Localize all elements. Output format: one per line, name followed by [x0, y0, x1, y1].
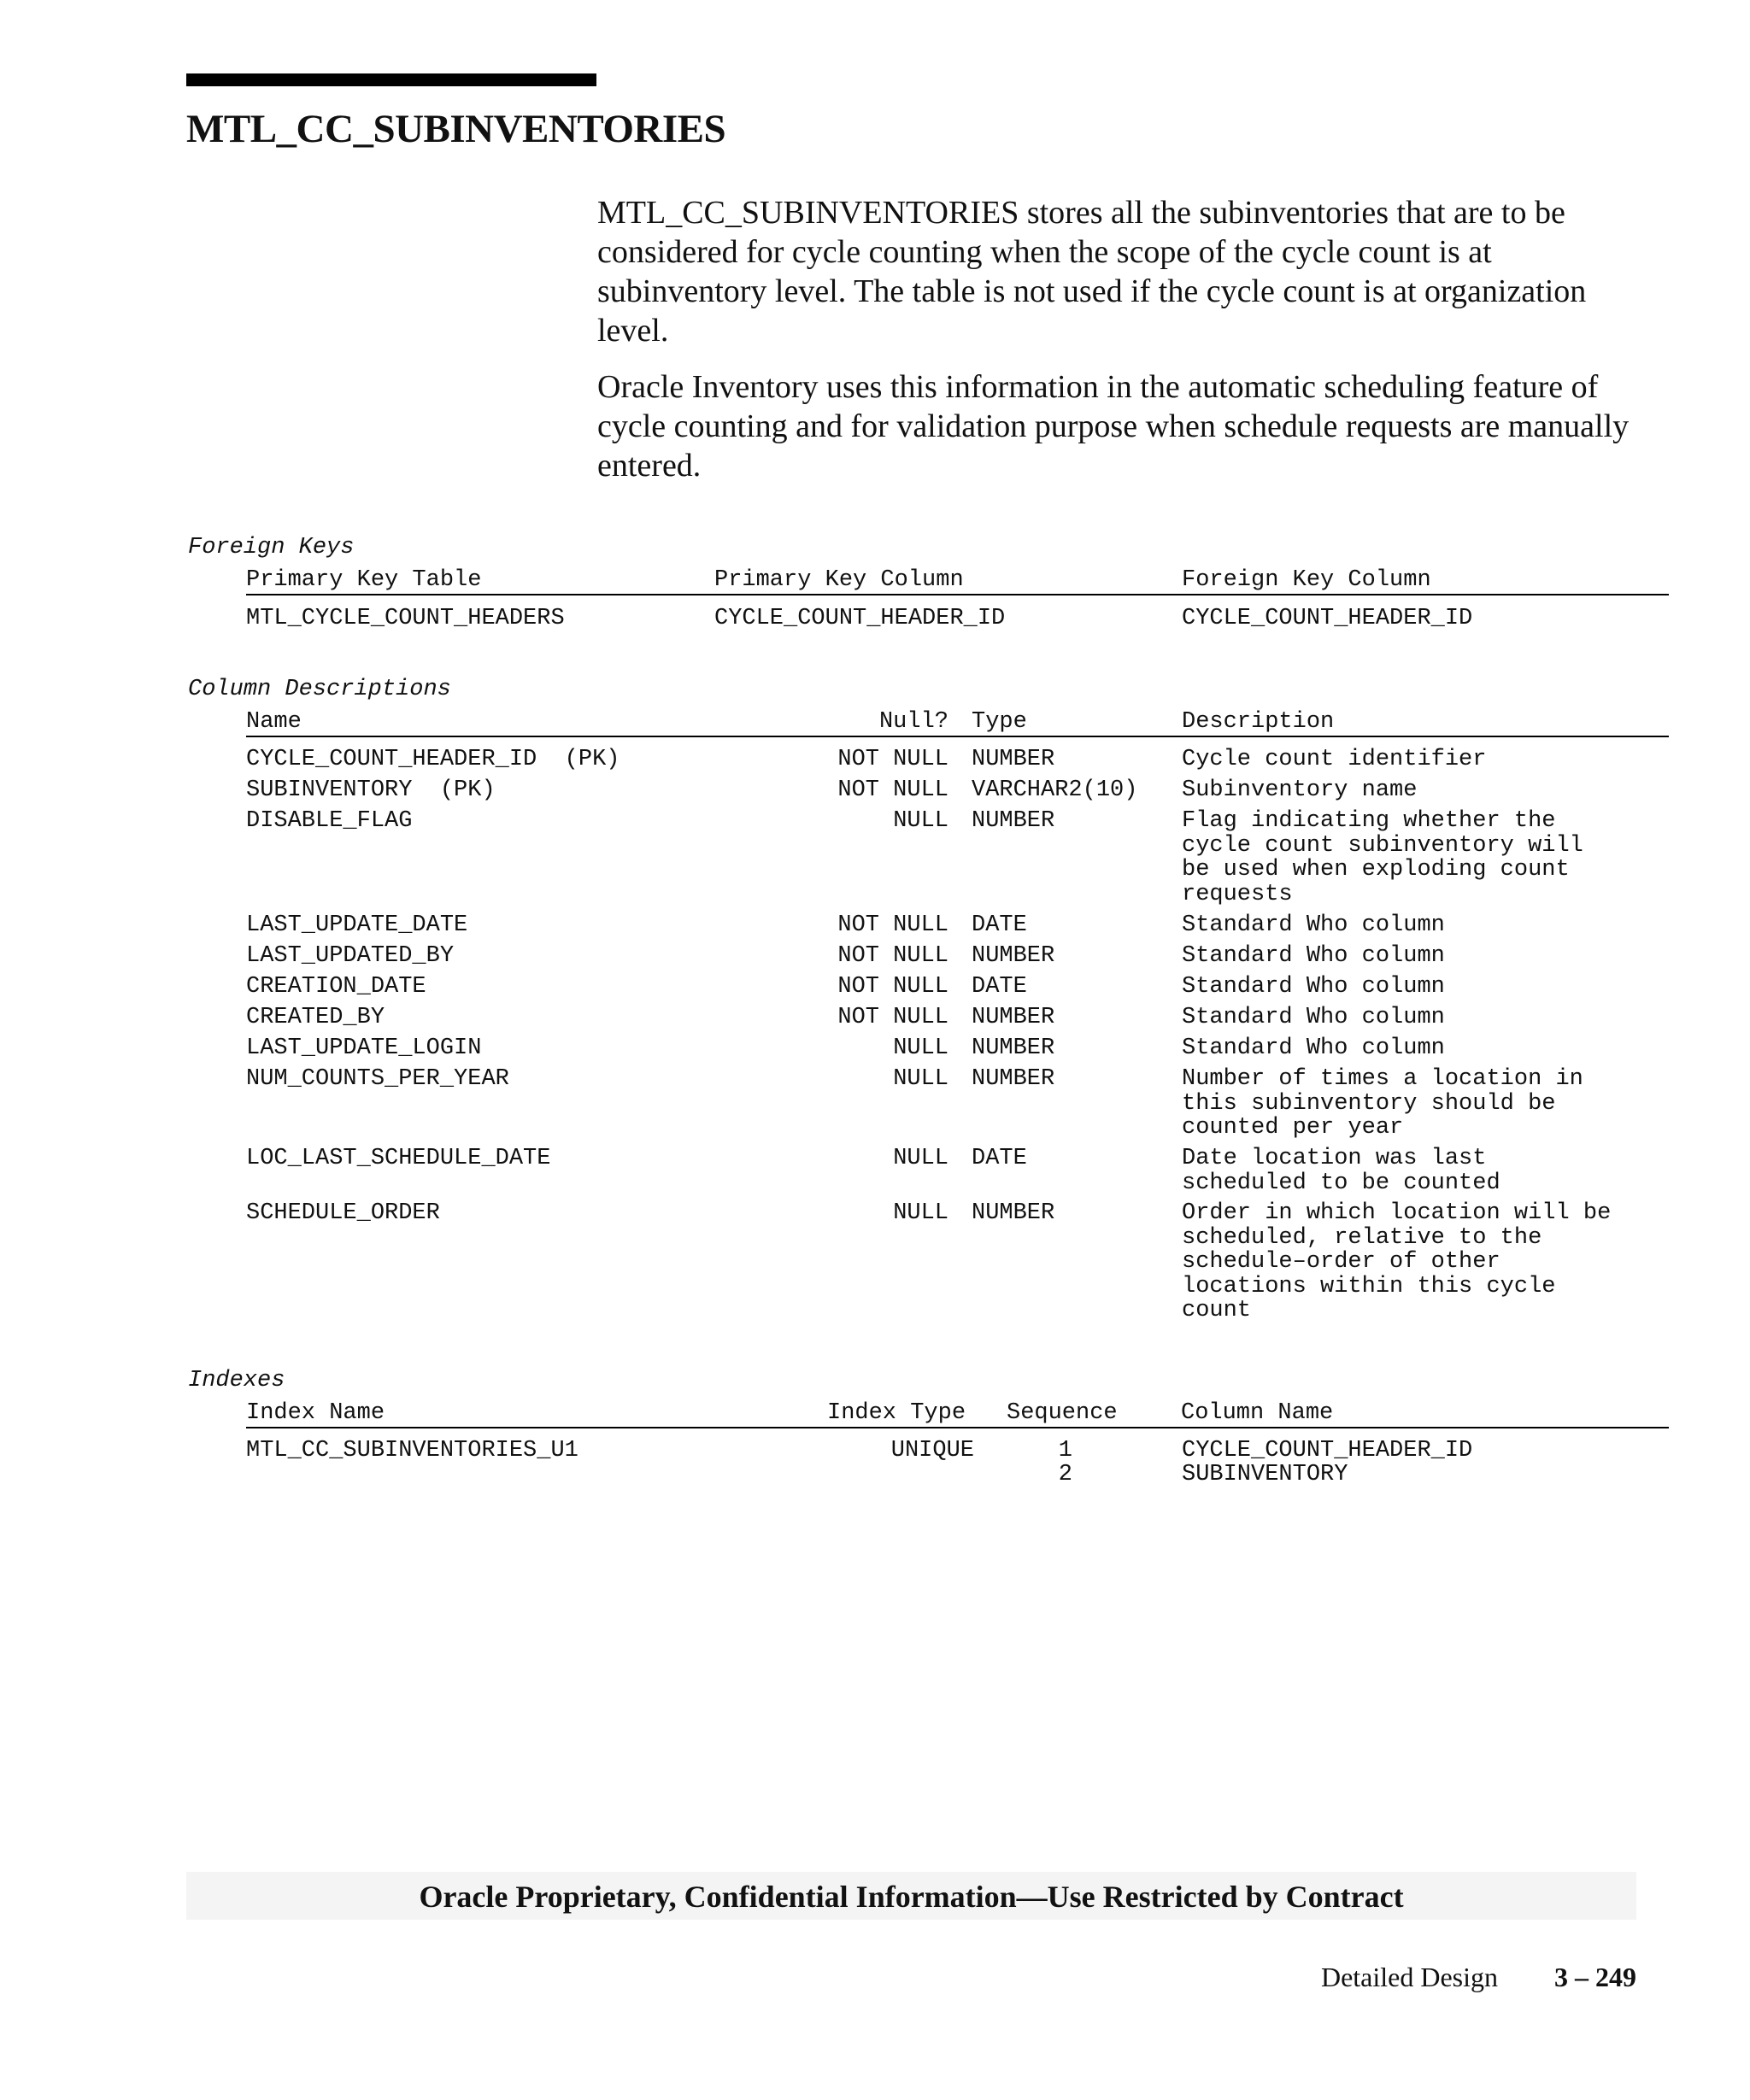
- column-null: NOT NULL: [837, 912, 948, 938]
- column-name: LAST_UPDATED_BY: [246, 943, 455, 969]
- column-name: SUBINVENTORY (PK): [246, 777, 496, 803]
- column-name: LAST_UPDATE_LOGIN: [246, 1035, 482, 1061]
- column-null: NULL: [893, 1146, 948, 1171]
- column-description: Standard Who column: [1182, 943, 1445, 969]
- footer-section-title: Detailed Design: [1320, 1962, 1498, 1992]
- column-name: LAST_UPDATE_DATE: [246, 912, 468, 938]
- column-null: NOT NULL: [837, 1005, 948, 1030]
- idx-header-column-name: Column Name: [1181, 1400, 1334, 1426]
- column-name: LOC_LAST_SCHEDULE_DATE: [246, 1146, 551, 1171]
- fk-header-rule: [246, 594, 1669, 595]
- idx-header-sequence: Sequence: [1007, 1400, 1118, 1426]
- column-name: SCHEDULE_ORDER: [246, 1200, 440, 1226]
- column-description: Subinventory name: [1182, 777, 1418, 803]
- index-column-name: SUBINVENTORY: [1182, 1462, 1348, 1487]
- column-type: NUMBER: [972, 1005, 1055, 1030]
- column-type: DATE: [972, 974, 1027, 1000]
- fk-header-pk-column: Primary Key Column: [714, 567, 964, 593]
- column-description: Date location was last scheduled to be counted: [1182, 1146, 1500, 1196]
- indexes-label: Indexes: [188, 1368, 285, 1393]
- column-null: NULL: [893, 1200, 948, 1226]
- index-type: UNIQUE: [890, 1438, 974, 1464]
- idx-header-type: Index Type: [827, 1400, 966, 1426]
- column-type: NUMBER: [972, 1200, 1055, 1226]
- column-null: NOT NULL: [837, 777, 948, 803]
- column-type: NUMBER: [972, 747, 1055, 772]
- index-name: MTL_CC_SUBINVENTORIES_U1: [246, 1438, 578, 1464]
- column-descriptions-label: Column Descriptions: [188, 677, 451, 702]
- column-description: Standard Who column: [1182, 1035, 1445, 1061]
- title-rule: [186, 73, 596, 86]
- column-description: Flag indicating whether the cycle count subinventory will be used when exploding count requests: [1182, 808, 1583, 907]
- intro-paragraph-1: MTL_CC_SUBINVENTORIES stores all the subinventories that are to be considered for cycle counting when the scope of the cycle count is at subinventory level. The table is not used if the cycle count is at organization level.: [597, 195, 1587, 349]
- col-header-name: Name: [246, 709, 302, 735]
- column-description: Standard Who column: [1182, 974, 1445, 1000]
- column-null: NULL: [893, 1066, 948, 1092]
- intro-paragraph-2: Oracle Inventory uses this information in the automatic scheduling feature of cycle counting and for validation purpose when schedule requests are manually entered.: [597, 369, 1630, 484]
- column-description: Number of times a location in this subinventory should be counted per year: [1182, 1066, 1583, 1141]
- column-name: CREATION_DATE: [246, 974, 426, 1000]
- confidentiality-band: [186, 1872, 1636, 1920]
- fk-header-pk-table: Primary Key Table: [246, 567, 482, 593]
- column-type: NUMBER: [972, 943, 1055, 969]
- foreign-keys-label: Foreign Keys: [188, 535, 355, 560]
- column-type: VARCHAR2(10): [972, 777, 1138, 803]
- column-description: Cycle count identifier: [1182, 747, 1487, 772]
- col-header-type: Type: [972, 709, 1027, 735]
- column-description: Order in which location will be scheduled, relative to the schedule–order of other locations within this cycle count: [1182, 1200, 1612, 1323]
- column-description: Standard Who column: [1182, 1005, 1445, 1030]
- fk-row-pk-column: CYCLE_COUNT_HEADER_ID: [714, 606, 1006, 631]
- index-sequence: 2: [1058, 1462, 1072, 1487]
- intro-text: [597, 193, 1648, 502]
- index-column-name: CYCLE_COUNT_HEADER_ID: [1182, 1438, 1473, 1464]
- column-null: NOT NULL: [837, 943, 948, 969]
- col-header-null: Null?: [878, 709, 948, 735]
- column-name: CYCLE_COUNT_HEADER_ID (PK): [246, 747, 620, 772]
- confidentiality-notice: Oracle Proprietary, Confidential Information––Use Restricted by Contract: [419, 1880, 1404, 1914]
- column-type: DATE: [972, 912, 1027, 938]
- column-type: NUMBER: [972, 1066, 1055, 1092]
- fk-header-fk-column: Foreign Key Column: [1182, 567, 1431, 593]
- column-null: NULL: [893, 1035, 948, 1061]
- idx-header-rule: [246, 1427, 1669, 1428]
- column-name: DISABLE_FLAG: [246, 808, 413, 834]
- column-null: NULL: [893, 808, 948, 834]
- column-description: Standard Who column: [1182, 912, 1445, 938]
- col-header-rule: [246, 736, 1669, 737]
- page-title: MTL_CC_SUBINVENTORIES: [186, 107, 726, 151]
- fk-row-fk-column: CYCLE_COUNT_HEADER_ID: [1182, 606, 1473, 631]
- index-sequence: 1: [1058, 1438, 1072, 1464]
- column-name: NUM_COUNTS_PER_YEAR: [246, 1066, 509, 1092]
- idx-header-name: Index Name: [246, 1400, 385, 1426]
- column-type: NUMBER: [972, 1035, 1055, 1061]
- col-header-description: Description: [1182, 709, 1335, 735]
- column-null: NOT NULL: [837, 974, 948, 1000]
- column-type: NUMBER: [972, 808, 1055, 834]
- column-name: CREATED_BY: [246, 1005, 385, 1030]
- column-null: NOT NULL: [837, 747, 948, 772]
- column-type: DATE: [972, 1146, 1027, 1171]
- footer-page-number: 3 – 249: [1554, 1962, 1636, 1992]
- fk-row-pk-table: MTL_CYCLE_COUNT_HEADERS: [246, 606, 565, 631]
